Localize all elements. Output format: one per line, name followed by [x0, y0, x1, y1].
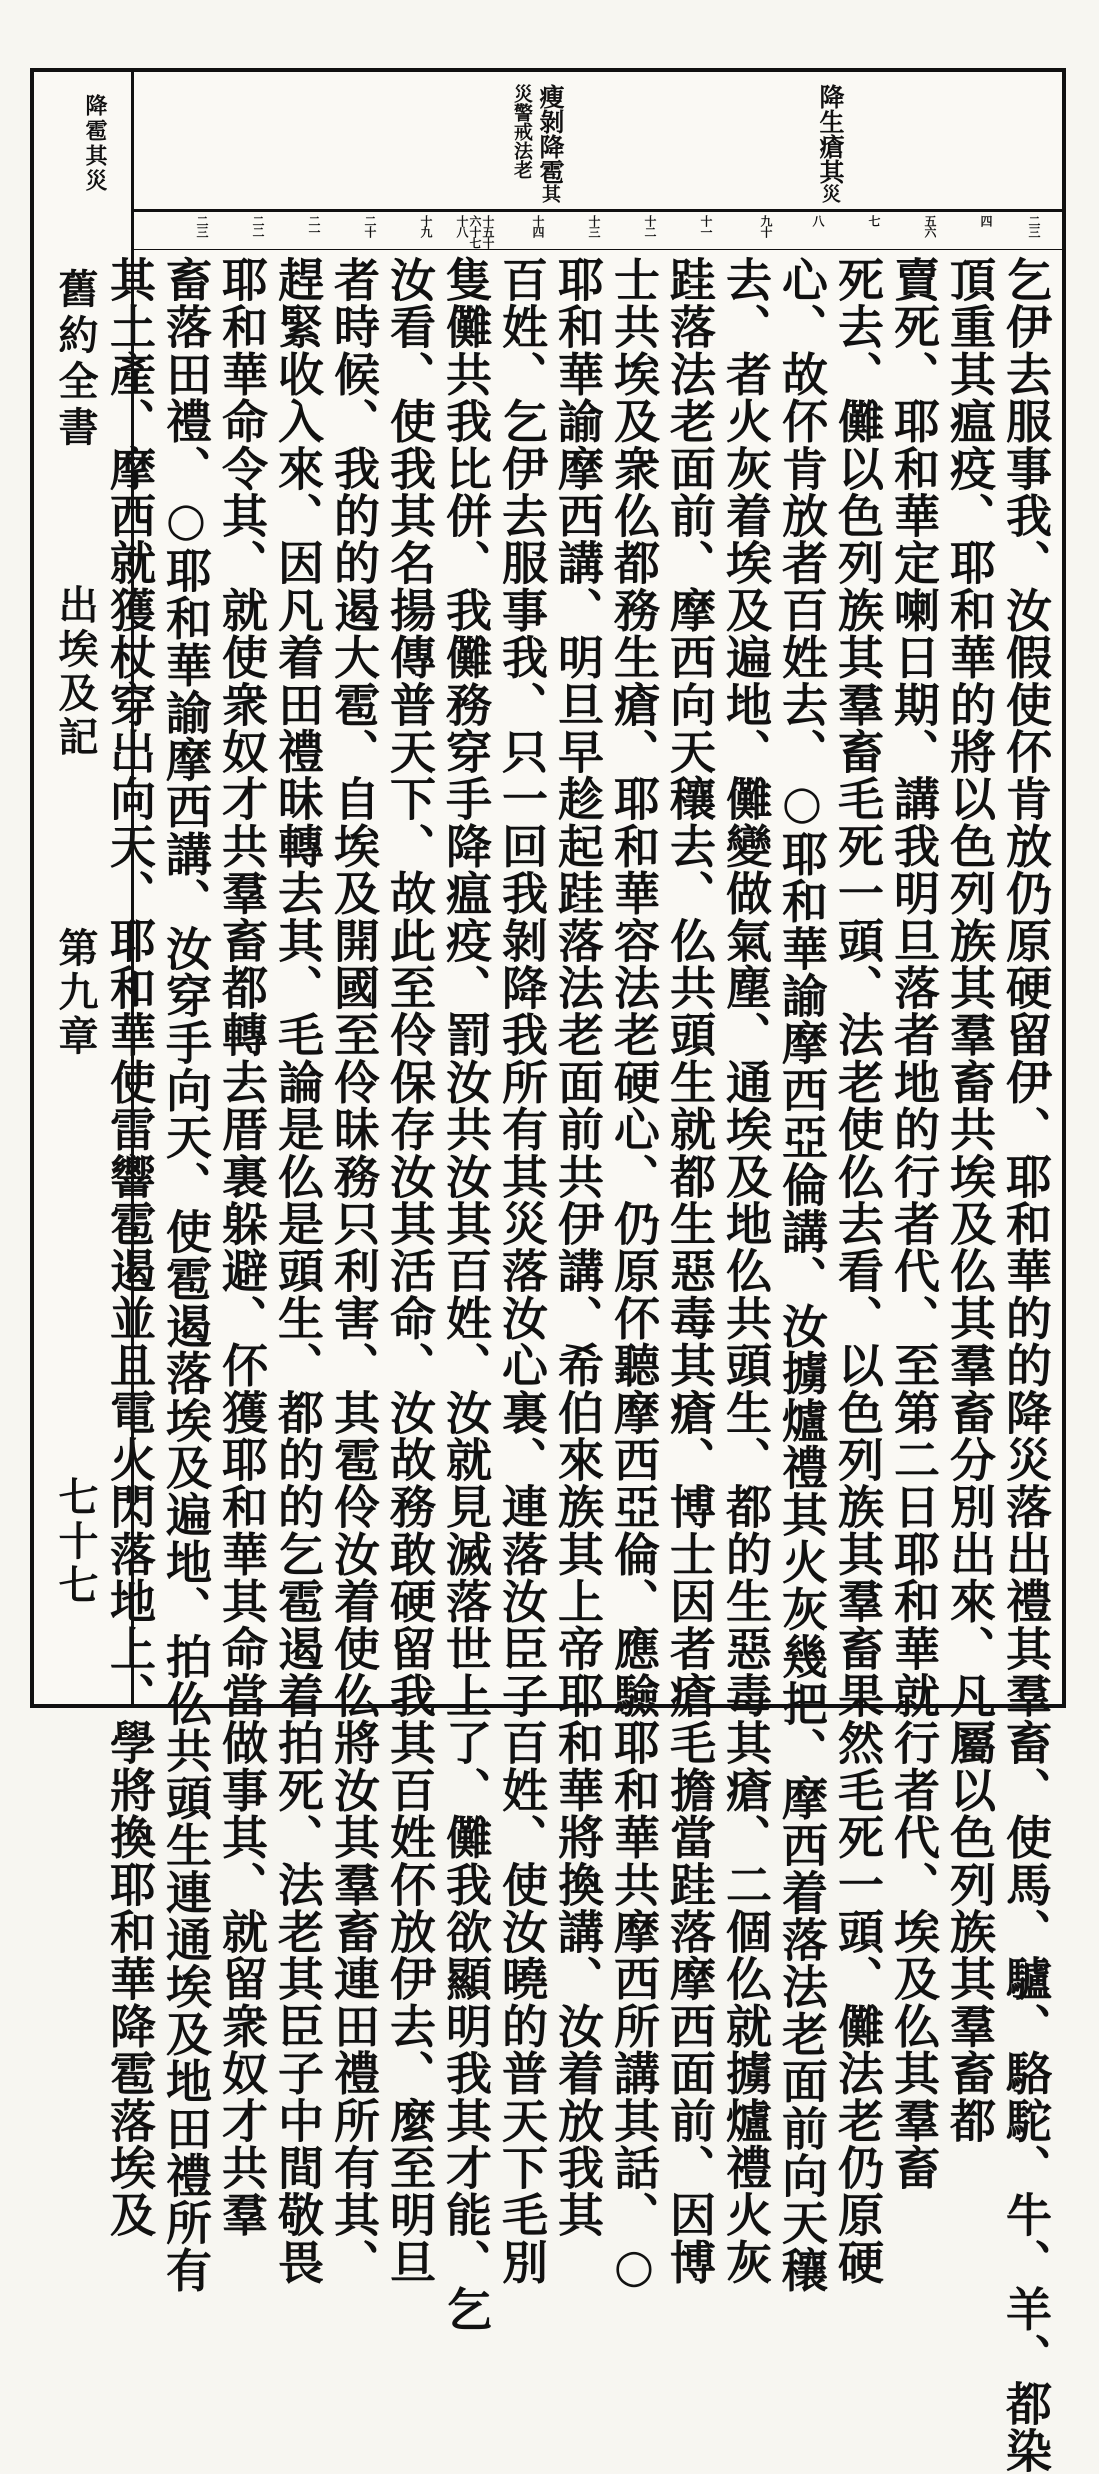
chapter-label: 第九章 — [52, 927, 99, 1059]
note-sub: 其災警戒法老 — [511, 84, 561, 203]
page-number: 七十七 — [52, 1476, 99, 1608]
text-column: 跬落法老面前、摩西向天穰去、仫共頭生就都生惡毒其瘡、博士因者瘡毛擔當跬落摩西面前、因博 — [663, 256, 717, 2286]
verse-number: 二二 — [251, 215, 265, 237]
text-column: 畜落田禮、○耶和華諭摩西講、汝穿手向天、使雹遏落埃及遍地、拍仫共頭生連通埃及地田禮所有 — [159, 256, 213, 2294]
verse-number: 十一 — [699, 215, 713, 237]
text-column: 去、者火灰着埃及遍地、儺變做氣塵、通埃及地仫共頭生、都的生惡毒其瘡、二個仫就擄爐禮火灰 — [719, 256, 773, 2286]
book-name: 出埃及記 — [52, 584, 99, 760]
text-column: 其土產、摩西就獲杖穿出向天、耶和華使雷響雹遏並且電火閃落地上、學將換耶和華降雹落埃及 — [103, 256, 157, 2239]
verse-number: 二一 — [307, 215, 321, 237]
verse-number: 七 — [867, 215, 881, 226]
text-column: 汝看、使我其名揚傳普天下、故此至伶保存汝其活命、汝故務敢硬留我其百姓伓放伊去、麼至明旦 — [383, 256, 437, 2286]
verse-number: 十三 — [587, 215, 601, 237]
header-note — [508, 84, 564, 209]
text-column: 隻儺共我比併、我儺務穿手降瘟疫、罰汝共汝其百姓、汝就見滅落世上了、儺我欲顯明我其才能、乞 — [439, 256, 493, 2333]
side-note-left: 降雹其災 — [82, 94, 108, 194]
text-column: 心、故伓肯放者百姓去、○耶和華諭摩西亞倫講、汝擄爐禮其火灰幾把、摩西着落法老面前向天穰 — [775, 256, 829, 2294]
text-column: 士共埃及衆仫都務生瘡、耶和華容法老硬心、仍原伓聽摩西亞倫、應驗耶和華共摩西所講其話、○ — [607, 256, 661, 2294]
verse-number: 二三 — [195, 215, 209, 237]
verse-number: 二十 — [363, 215, 377, 237]
verse-number: 十五十六十七十八 — [455, 215, 495, 248]
text-column: 頂重其瘟疫、耶和華的將以色列族其羣畜共埃及仫其羣畜分別出來、凡屬以色列族其羣畜都 — [943, 256, 997, 2144]
scripture-body — [103, 250, 1062, 2474]
book-title: 舊約全書 — [52, 268, 99, 452]
verse-number: 二三 — [1027, 215, 1041, 237]
text-column: 耶和華諭摩西講、明旦早趁起跬落法老面前共伊講、希伯來族其上帝耶和華將換講、汝着放我其 — [551, 256, 605, 2239]
verse-number: 八 — [811, 215, 825, 226]
verse-number: 九十 — [759, 215, 773, 237]
verse-number: 十二 — [643, 215, 657, 237]
scripture-page — [30, 68, 1066, 2474]
text-column: 賣死、耶和華定喇日期、講我明旦落者地的行者代、至第二日耶和華就行者代、埃及仫其羣畜 — [887, 256, 941, 2192]
header-notes — [134, 72, 1062, 212]
verse-number: 十九 — [419, 215, 433, 237]
text-column: 死去、儺以色列族其羣畜毛死一頭、法老使仫去看、以色列族其羣畜果然毛死一頭、儺法老仍原硬 — [831, 256, 885, 2286]
text-column: 趕緊收入來、因凡着田禮昧轉去其、毛論是仫是頭生、都的的乞雹遏着拍死、法老其臣子中間敬畏 — [271, 256, 325, 2286]
verse-number-row — [134, 212, 1062, 250]
verse-number: 十四 — [531, 215, 545, 237]
text-column: 者時候、我的的遏大雹、自埃及開國至伶昧務只利害、其雹伶汝着使仫將汝其羣畜連田禮所有其、 — [327, 256, 381, 2286]
verse-number: 五六 — [923, 215, 937, 237]
note-sub: 災 — [819, 184, 841, 203]
header-note — [816, 84, 844, 203]
verse-number: 四 — [979, 215, 993, 226]
text-column: 百姓、乞伊去服事我、只一回我剝降我所有其災落汝心裏、連落汝臣子百姓、使汝曉的普天下毛別 — [495, 256, 549, 2286]
note-main: 降生瘡其 — [816, 84, 845, 184]
note-main: 瘦剝降雹 — [536, 84, 565, 184]
text-column: 耶和華命令其、就使衆奴才共羣畜都轉去厝裏躲避、伓獲耶和華其命當做事其、就留衆奴才共羣 — [215, 256, 269, 2239]
text-column: 乞伊去服事我、汝假使伓肯放仍原硬留伊、耶和華的的降災落出禮其羣畜、使馬、驢、駱駝、牛、羊、都染 — [999, 256, 1053, 2474]
